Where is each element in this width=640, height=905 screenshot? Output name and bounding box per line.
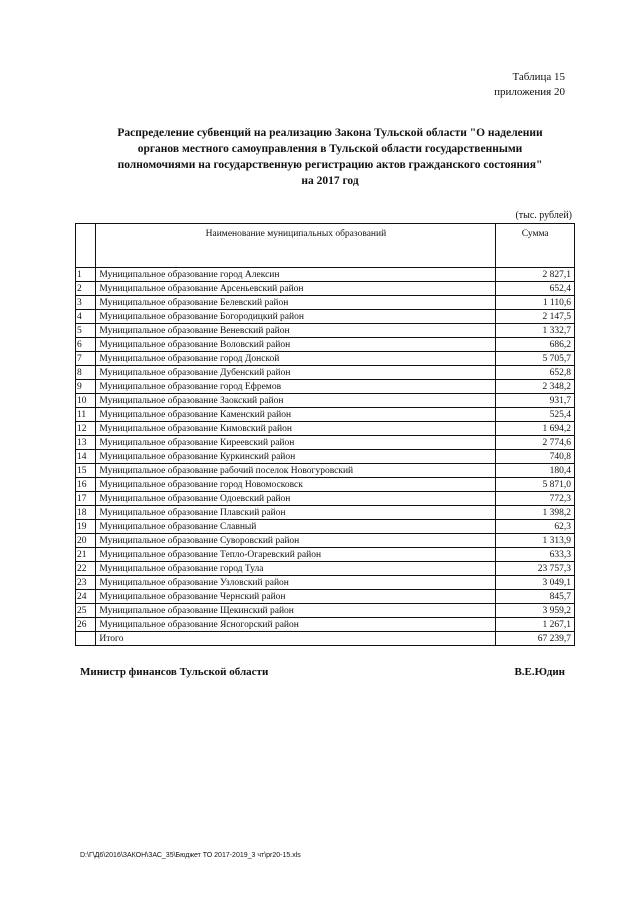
row-sum: 1 332,7: [496, 324, 575, 338]
row-sum: 5 871,0: [496, 478, 575, 492]
row-name: Муниципальное образование Заокский район: [96, 394, 496, 408]
row-number: 4: [76, 310, 96, 324]
file-path: D:\Г\Д6\2016\ЗАКОН\ЗАС_35\Бюджет ТО 2017-2019_3 чт\pr20-15.xls: [80, 852, 301, 859]
row-number: 18: [76, 506, 96, 520]
row-name: Муниципальное образование Плавский район: [96, 506, 496, 520]
row-number: 9: [76, 380, 96, 394]
row-name: Муниципальное образование Щекинский район: [96, 604, 496, 618]
row-sum: 2 827,1: [496, 268, 575, 282]
table-number: Таблица 15: [512, 71, 565, 83]
row-name: Муниципальное образование город Тула: [96, 562, 496, 576]
table-row: [76, 618, 575, 632]
table-row: [76, 478, 575, 492]
row-number: 15: [76, 464, 96, 478]
row-name: Муниципальное образование Киреевский район: [96, 436, 496, 450]
column-header-sum: Сумма: [496, 224, 575, 268]
row-number: 14: [76, 450, 96, 464]
row-number: 21: [76, 548, 96, 562]
row-number: 8: [76, 366, 96, 380]
row-name: Муниципальное образование Дубенский район: [96, 366, 496, 380]
row-sum: 652,8: [496, 366, 575, 380]
table-row: [76, 352, 575, 366]
row-sum: 1 313,9: [496, 534, 575, 548]
row-name: Муниципальное образование Белевский район: [96, 296, 496, 310]
row-sum: 2 774,6: [496, 436, 575, 450]
row-number: 19: [76, 520, 96, 534]
row-sum: 3 959,2: [496, 604, 575, 618]
table-row: [76, 366, 575, 380]
row-number: 24: [76, 590, 96, 604]
table-row: [76, 492, 575, 506]
row-sum: 1 267,1: [496, 618, 575, 632]
row-number: 25: [76, 604, 96, 618]
row-name: Муниципальное образование Кимовский район: [96, 422, 496, 436]
table-row: [76, 436, 575, 450]
table-total-row: [76, 632, 575, 646]
signer-name: В.Е.Юдин: [514, 666, 565, 678]
title-line-4: на 2017 год: [301, 175, 359, 187]
row-name: Муниципальное образование город Донской: [96, 352, 496, 366]
row-name: Муниципальное образование рабочий поселок Новогуровский: [96, 464, 496, 478]
document-title: [80, 125, 580, 189]
row-sum: 1 398,2: [496, 506, 575, 520]
row-number: [76, 632, 96, 646]
row-name: Муниципальное образование Богородицкий район: [96, 310, 496, 324]
table-row: [76, 310, 575, 324]
table-row: [76, 338, 575, 352]
row-sum: 633,3: [496, 548, 575, 562]
row-number: 16: [76, 478, 96, 492]
row-sum: 931,7: [496, 394, 575, 408]
table-body: [76, 268, 575, 646]
table-row: [76, 576, 575, 590]
table-header-row: [76, 224, 575, 268]
row-name: Муниципальное образование город Алексин: [96, 268, 496, 282]
table-row: [76, 604, 575, 618]
row-name: Муниципальное образование Каменский район: [96, 408, 496, 422]
signer-position: Министр финансов Тульской области: [80, 666, 269, 678]
row-number: 17: [76, 492, 96, 506]
row-sum: 67 239,7: [496, 632, 575, 646]
row-sum: 740,8: [496, 450, 575, 464]
table-row: [76, 408, 575, 422]
column-header-number: [76, 224, 96, 268]
column-header-name: Наименование муниципальных образований: [96, 224, 496, 268]
row-sum: 525,4: [496, 408, 575, 422]
row-sum: 652,4: [496, 282, 575, 296]
table-row: [76, 296, 575, 310]
row-name: Муниципальное образование Веневский район: [96, 324, 496, 338]
row-number: 2: [76, 282, 96, 296]
row-name: Муниципальное образование Тепло-Огаревский район: [96, 548, 496, 562]
row-number: 20: [76, 534, 96, 548]
row-number: 10: [76, 394, 96, 408]
row-sum: 2 147,5: [496, 310, 575, 324]
table-row: [76, 520, 575, 534]
table-row: [76, 282, 575, 296]
row-name: Муниципальное образование Ясногорский район: [96, 618, 496, 632]
row-name: Муниципальное образование Арсеньевский район: [96, 282, 496, 296]
row-number: 22: [76, 562, 96, 576]
title-line-2: органов местного самоуправления в Тульской области государственными: [137, 143, 523, 155]
row-sum: 1 110,6: [496, 296, 575, 310]
row-name: Муниципальное образование город Новомосковск: [96, 478, 496, 492]
row-number: 12: [76, 422, 96, 436]
row-number: 26: [76, 618, 96, 632]
table-row: [76, 548, 575, 562]
row-name: Муниципальное образование Чернский район: [96, 590, 496, 604]
row-sum: 62,3: [496, 520, 575, 534]
row-name: Муниципальное образование Одоевский район: [96, 492, 496, 506]
table-row: [76, 324, 575, 338]
row-number: 7: [76, 352, 96, 366]
row-sum: 2 348,2: [496, 380, 575, 394]
appendix-number: приложения 20: [494, 86, 565, 98]
row-name: Муниципальное образование Суворовский район: [96, 534, 496, 548]
row-sum: 845,7: [496, 590, 575, 604]
row-number: 5: [76, 324, 96, 338]
table-row: [76, 562, 575, 576]
table-row: [76, 394, 575, 408]
title-line-3: полномочиями на государственную регистрацию актов гражданского состояния": [117, 159, 543, 171]
row-number: 1: [76, 268, 96, 282]
table-row: [76, 422, 575, 436]
row-number: 13: [76, 436, 96, 450]
row-name: Муниципальное образование Куркинский район: [96, 450, 496, 464]
row-name: Муниципальное образование город Ефремов: [96, 380, 496, 394]
row-name: Муниципальное образование Воловский район: [96, 338, 496, 352]
row-name: Муниципальное образование Узловский район: [96, 576, 496, 590]
subsidy-table: [75, 223, 575, 646]
table-row: [76, 590, 575, 604]
row-sum: 180,4: [496, 464, 575, 478]
title-line-1: Распределение субвенций на реализацию Закона Тульской области "О наделении: [117, 127, 543, 139]
table-row: [76, 268, 575, 282]
row-name: Итого: [96, 632, 496, 646]
row-sum: 23 757,3: [496, 562, 575, 576]
table-row: [76, 506, 575, 520]
row-sum: 5 705,7: [496, 352, 575, 366]
table-row: [76, 380, 575, 394]
row-number: 23: [76, 576, 96, 590]
row-number: 11: [76, 408, 96, 422]
table-row: [76, 464, 575, 478]
row-sum: 3 049,1: [496, 576, 575, 590]
row-number: 3: [76, 296, 96, 310]
units-label: (тыс. рублей): [515, 210, 572, 221]
table-row: [76, 534, 575, 548]
row-name: Муниципальное образование Славный: [96, 520, 496, 534]
row-number: 6: [76, 338, 96, 352]
row-sum: 1 694,2: [496, 422, 575, 436]
table-row: [76, 450, 575, 464]
row-sum: 772,3: [496, 492, 575, 506]
document-reference: [494, 70, 565, 100]
row-sum: 686,2: [496, 338, 575, 352]
